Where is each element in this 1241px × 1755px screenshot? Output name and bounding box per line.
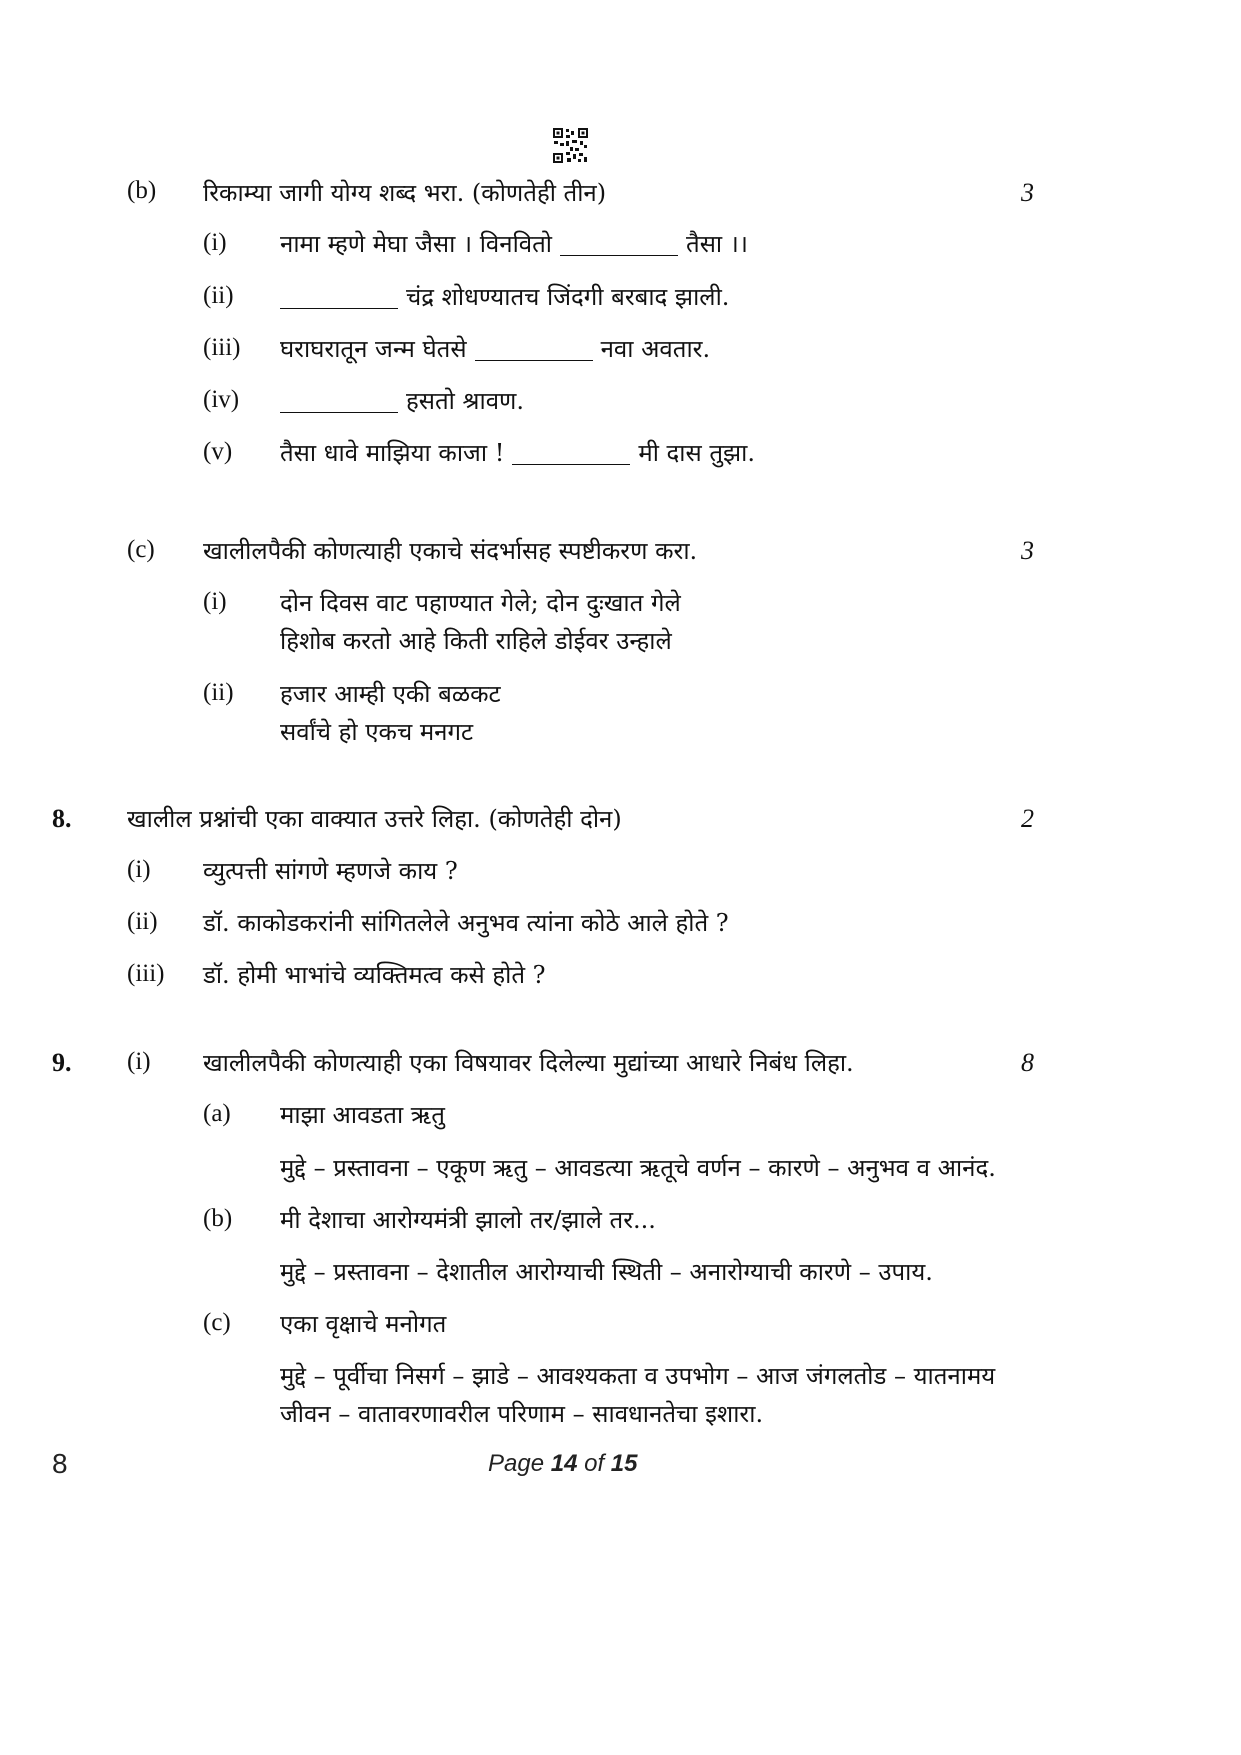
q8-item-2: डॉ. काकोडकरांनी सांगितलेले अनुभव त्यांना कोठे आले होते ? bbox=[203, 909, 729, 937]
qr-code-icon bbox=[553, 128, 588, 163]
q8-item-1-label: (i) bbox=[127, 856, 151, 883]
q9-number: 9. bbox=[52, 1048, 72, 1077]
q9-part-label: (i) bbox=[127, 1048, 151, 1075]
answer-blank bbox=[475, 334, 593, 361]
q8-item-2-label: (ii) bbox=[127, 908, 158, 935]
q7b-item-1: नामा म्हणे मेघा जैसा । विनवितो तैसा ।। bbox=[280, 230, 748, 258]
q9-marks: 8 bbox=[1021, 1048, 1034, 1077]
q7b-item-1-label: (i) bbox=[203, 229, 227, 256]
q7b-label: (b) bbox=[127, 177, 157, 204]
q9-topic-b-points: मुद्दे – प्रस्तावना – देशातील आरोग्याची स्थिती – अनारोग्याची कारणे – उपाय. bbox=[280, 1258, 933, 1286]
page-number: Page 14 of 15 bbox=[488, 1450, 638, 1477]
q8-marks: 2 bbox=[1021, 804, 1034, 833]
q7b-item-2: चंद्र शोधण्यातच जिंदगी बरबाद झाली. bbox=[272, 282, 729, 312]
q9-topic-c-points-line2: जीवन – वातावरणावरील परिणाम – सावधानतेचा इशारा. bbox=[280, 1400, 764, 1428]
answer-blank bbox=[560, 229, 678, 256]
q7b-instruction: रिकाम्या जागी योग्य शब्द भरा. (कोणतेही तीन) bbox=[203, 179, 607, 207]
q9-topic-c-label: (c) bbox=[203, 1309, 231, 1336]
q7c-item-2-line2: सर्वांचे हो एकच मनगट bbox=[280, 718, 474, 746]
q7b-item-2-label: (ii) bbox=[203, 282, 234, 309]
q7c-item-1-label: (i) bbox=[203, 588, 227, 615]
q7b-item-3-label: (iii) bbox=[203, 334, 241, 361]
q8-number: 8. bbox=[52, 804, 72, 833]
q7c-item-1-line1: दोन दिवस वाट पहाण्यात गेले; दोन दुःखात गेले bbox=[280, 589, 681, 617]
q7c-marks: 3 bbox=[1021, 536, 1034, 565]
answer-blank bbox=[512, 438, 630, 465]
q8-item-3-label: (iii) bbox=[127, 960, 165, 987]
q7c-item-2-label: (ii) bbox=[203, 679, 234, 706]
q8-item-3: डॉ. होमी भाभांचे व्यक्तिमत्व कसे होते ? bbox=[203, 961, 546, 989]
q7c-label: (c) bbox=[127, 536, 155, 563]
q7c-instruction: खालीलपैकी कोणत्याही एकाचे संदर्भासह स्पष्टीकरण करा. bbox=[203, 537, 698, 565]
q9-topic-a-points: मुद्दे – प्रस्तावना – एकूण ऋतु – आवडत्या ऋतूचे वर्णन – कारणे – अनुभव व आनंद. bbox=[280, 1154, 996, 1182]
q9-topic-a-title: माझा आवडता ऋतु bbox=[280, 1101, 445, 1129]
q9-topic-b-title: मी देशाचा आरोग्यमंत्री झालो तर/झाले तर... bbox=[280, 1206, 656, 1234]
q8-item-1: व्युत्पत्ती सांगणे म्हणजे काय ? bbox=[203, 857, 458, 885]
q9-topic-a-label: (a) bbox=[203, 1100, 231, 1127]
q7b-item-4: हसतो श्रावण. bbox=[272, 386, 524, 416]
answer-blank bbox=[280, 282, 398, 309]
q9-topic-c-title: एका वृक्षाचे मनोगत bbox=[280, 1310, 447, 1338]
q7b-item-5-label: (v) bbox=[203, 438, 233, 465]
q7c-item-2-line1: हजार आम्ही एकी बळकट bbox=[280, 680, 501, 708]
q9-topic-b-label: (b) bbox=[203, 1205, 233, 1232]
q7b-item-3: घराघरातून जन्म घेतसे नवा अवतार. bbox=[280, 335, 711, 363]
q7c-item-1-line2: हिशोब करतो आहे किती राहिले डोईवर उन्हाले bbox=[280, 627, 672, 655]
q9-instruction: खालीलपैकी कोणत्याही एका विषयावर दिलेल्या मुद्यांच्या आधारे निबंध लिहा. bbox=[203, 1049, 854, 1077]
q7b-marks: 3 bbox=[1021, 178, 1034, 207]
q7b-item-4-label: (iv) bbox=[203, 386, 240, 413]
q8-instruction: खालील प्रश्नांची एका वाक्यात उत्तरे लिहा. (कोणतेही दोन) bbox=[127, 805, 622, 833]
page-code: 8 bbox=[52, 1448, 68, 1479]
answer-blank bbox=[280, 386, 398, 413]
q9-topic-c-points-line1: मुद्दे – पूर्वीचा निसर्ग – झाडे – आवश्यकता व उपभोग – आज जंगलतोड – यातनामय bbox=[280, 1362, 996, 1390]
q7b-item-5: तैसा धावे माझिया काजा ! मी दास तुझा. bbox=[280, 439, 756, 467]
